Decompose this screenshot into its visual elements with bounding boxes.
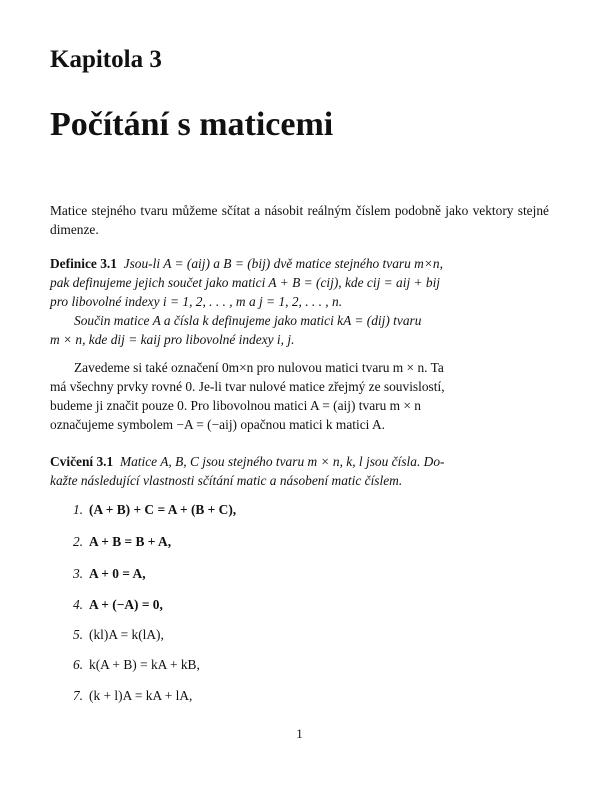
definition-line-3: pro libovolné indexy i = 1, 2, . . . , m a j = 1, 2, . . . , n. — [50, 294, 343, 309]
zero-line-3: budeme ji značit pouze 0. Pro libovolnou matici A = (aij) tvaru m × n — [50, 398, 421, 413]
zero-line-2: má všechny prvky rovné 0. Je-li tvar nulové matice zřejmý ze souvislostí, — [50, 379, 445, 394]
list-item: 6. k(A + B) = kA + kB, — [72, 657, 200, 672]
list-item: 5. (kl)A = k(lA), — [72, 627, 164, 642]
zero-line-4: označujeme symbolem −A = (−aij) opačnou matici k matici A. — [50, 417, 386, 432]
zero-line-1: Zavedeme si také označení 0m×n pro nulovou matici tvaru m × n. Ta — [74, 360, 444, 375]
list-item: 7. (k + l)A = kA + lA, — [72, 688, 193, 703]
list-item: 1. (A + B) + C = A + (B + C), — [72, 502, 237, 517]
chapter-label: Kapitola 3 — [50, 46, 162, 73]
list-item: 4. A + (−A) = 0, — [72, 597, 163, 612]
chapter-title: Počítání s maticemi — [50, 106, 334, 143]
definition-line-2: pak definujeme jejich součet jako matici A + B = (cij), kde cij = aij + bij — [50, 275, 441, 290]
list-item: 3. A + 0 = A, — [72, 566, 146, 581]
definition-line-4: Součin matice A a čísla k definujeme jako matici kA = (dij) tvaru — [74, 313, 422, 328]
exercise-line-2: kažte následující vlastnosti sčítání matic a násobení matic číslem. — [50, 473, 403, 488]
page-number: 1 — [296, 726, 303, 741]
exercise-label: Cvičení 3.1 — [50, 454, 114, 469]
definition-line-1: Definice 3.1 Jsou-li A = (aij) a B = (bij) dvě matice stejného tvaru m×n, — [50, 256, 443, 271]
definition-block — [50, 254, 549, 349]
list-item: 2. A + B = B + A, — [72, 534, 172, 549]
exercise-line-1: Cvičení 3.1 Matice A, B, C jsou stejného tvaru m × n, k, l jsou čísla. Do- — [50, 454, 445, 469]
definition-line-5: m × n, kde dij = kaij pro libovolné indexy i, j. — [50, 332, 295, 347]
zero-matrix-paragraph — [50, 358, 549, 434]
intro-paragraph: Matice stejného tvaru můžeme sčítat a násobit reálným číslem podobně jako vektory stejné dimenze. — [50, 203, 549, 237]
definition-label: Definice 3.1 — [50, 256, 117, 271]
exercise-block — [50, 452, 549, 490]
